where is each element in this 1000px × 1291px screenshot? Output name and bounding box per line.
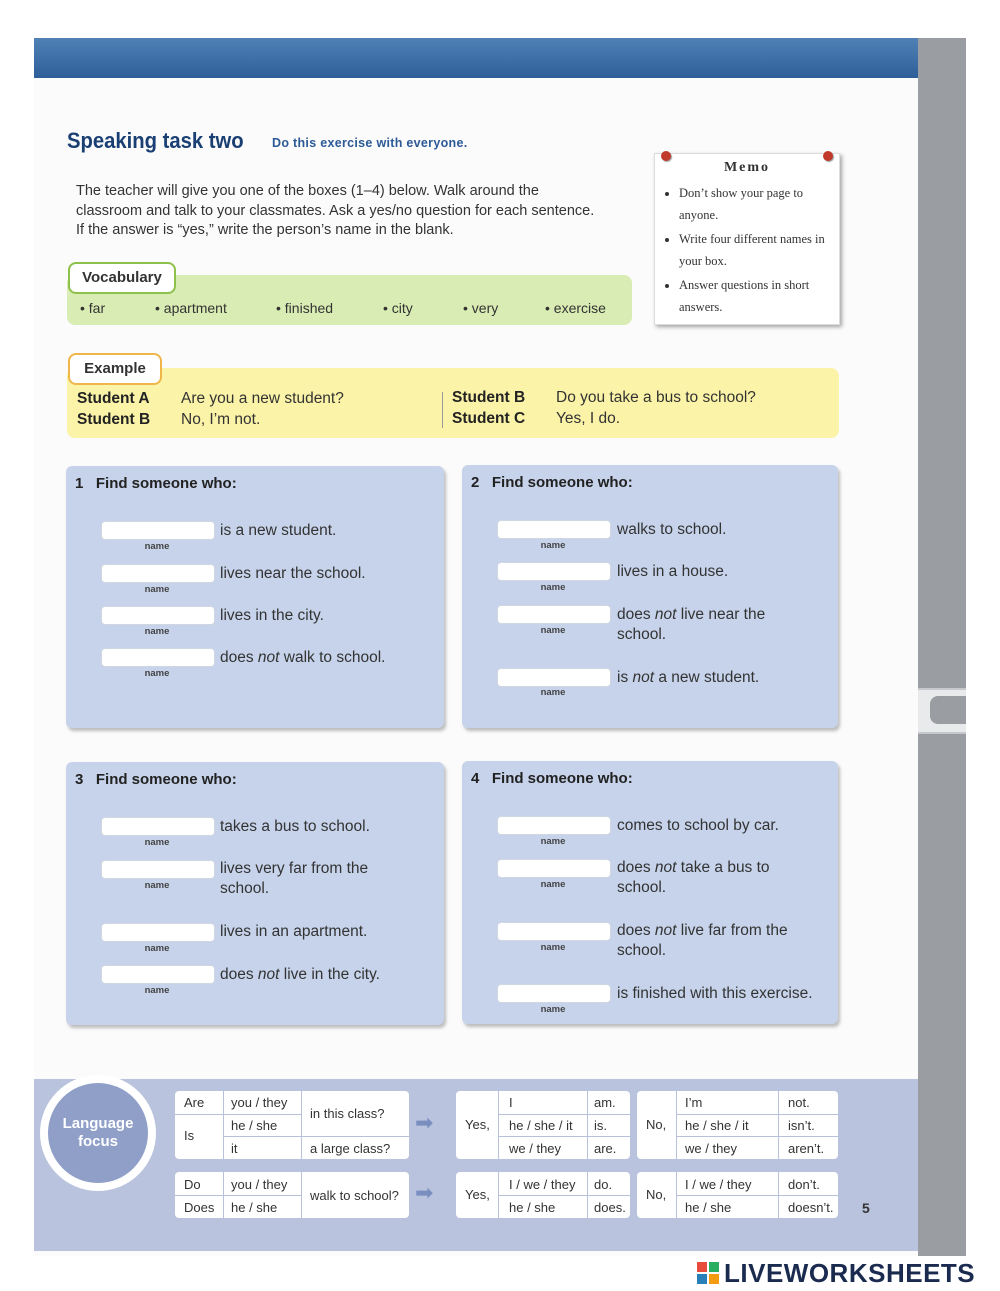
verb-cell: am.: [594, 1095, 616, 1110]
verb-cell: isn’t.: [788, 1118, 815, 1133]
liveworksheets-logo-icon: [697, 1262, 719, 1284]
find-item: does not live near the school.: [617, 606, 766, 643]
header-bar: [34, 38, 918, 78]
example-line: Yes, I do.: [556, 410, 621, 427]
subject-cell: he / she / it: [685, 1118, 749, 1133]
name-input[interactable]: [497, 816, 611, 835]
name-label: name: [144, 626, 170, 637]
verb-cell: Are: [184, 1095, 205, 1110]
find-item: lives in a house.: [617, 563, 729, 580]
name-input[interactable]: [101, 817, 215, 836]
vocab-word: • city: [383, 300, 413, 316]
answer-no-do: [637, 1172, 838, 1218]
lead-cell: No,: [646, 1117, 667, 1132]
name-label: name: [540, 1004, 566, 1015]
subject-cell: I: [509, 1095, 513, 1110]
name-label: name: [144, 880, 170, 891]
find-item: is finished with this exercise.: [617, 985, 813, 1002]
example-divider: [442, 392, 443, 428]
lead-cell: Yes,: [465, 1117, 490, 1132]
name-label: name: [144, 584, 170, 595]
page-title: Speaking task two: [67, 128, 244, 153]
page-subtitle: Do this exercise with everyone.: [272, 136, 468, 150]
name-input[interactable]: [497, 605, 611, 624]
rest-cell: in this class?: [310, 1106, 385, 1121]
subject-cell: I / we / they: [509, 1177, 576, 1192]
example-line: Are you a new student?: [181, 390, 344, 407]
name-label: name: [540, 687, 566, 698]
verb-cell: Do: [184, 1177, 201, 1192]
rest-cell: walk to school?: [310, 1188, 399, 1203]
subject-cell: you / they: [231, 1095, 288, 1110]
subject-cell: he / she: [685, 1200, 732, 1215]
example-speaker: Student B: [452, 389, 526, 406]
find-item: comes to school by car.: [617, 817, 779, 834]
name-input[interactable]: [101, 564, 215, 583]
subject-cell: I / we / they: [685, 1177, 752, 1192]
subject-cell: we / they: [685, 1141, 738, 1156]
find-item: does not live far from the school.: [617, 922, 788, 959]
memo-list: [663, 182, 839, 320]
memo-item: • Write four different names in your box.: [679, 228, 839, 272]
example-line: No, I’m not.: [181, 411, 261, 428]
name-label: name: [540, 582, 566, 593]
subject-cell: he / she / it: [509, 1118, 573, 1133]
verb-cell: Does: [184, 1200, 215, 1215]
vocabulary-label: Vocabulary: [68, 262, 176, 294]
vocab-word: • far: [80, 300, 106, 316]
example-speaker: Student C: [452, 410, 526, 427]
name-input[interactable]: [101, 860, 215, 879]
name-input[interactable]: [101, 521, 215, 540]
subject-cell: he / she: [509, 1200, 556, 1215]
verb-cell: aren’t.: [788, 1141, 825, 1156]
find-item: is a new student.: [220, 522, 337, 539]
language-focus-label: Language focus: [48, 1083, 148, 1183]
verb-cell: Is: [184, 1128, 195, 1143]
name-input[interactable]: [497, 668, 611, 687]
book-spine: [918, 38, 966, 1256]
subject-cell: we / they: [509, 1141, 562, 1156]
find-item: is not a new student.: [617, 669, 760, 686]
name-label: name: [144, 985, 170, 996]
find-item: lives very far from the school.: [220, 860, 369, 897]
lead-cell: No,: [646, 1187, 667, 1202]
example-speaker: Student B: [77, 411, 151, 428]
box-heading: 3 Find someone who:: [75, 771, 237, 788]
subject-cell: he / she: [231, 1118, 278, 1133]
verb-cell: do.: [594, 1177, 613, 1192]
answer-yes-be: [456, 1091, 630, 1159]
verb-cell: don’t.: [788, 1177, 820, 1192]
question-table-be: [175, 1091, 409, 1159]
name-label: name: [144, 541, 170, 552]
box-1: [66, 466, 444, 728]
name-label: name: [540, 836, 566, 847]
lead-cell: Yes,: [465, 1187, 490, 1202]
answer-no-be: [637, 1091, 838, 1159]
name-label: name: [144, 943, 170, 954]
verb-cell: doesn’t.: [788, 1200, 834, 1215]
memo-item: • Answer questions in short answers.: [679, 274, 839, 318]
memo-item: • Don’t show your page to anyone.: [679, 182, 839, 226]
find-item: lives in the city.: [220, 607, 324, 624]
box-heading: 4 Find someone who:: [471, 770, 633, 787]
vocab-word: • apartment: [155, 300, 227, 316]
verb-cell: is.: [594, 1118, 607, 1133]
rest-cell: a large class?: [310, 1141, 391, 1156]
name-input[interactable]: [497, 922, 611, 941]
box-heading: 2 Find someone who:: [471, 474, 633, 491]
memo-note: [654, 153, 840, 325]
example-label: Example: [68, 353, 162, 385]
name-input[interactable]: [497, 520, 611, 539]
instructions: The teacher will give you one of the boxes (1–4) below. Walk around the classroom and talk to your classmates. Ask a yes/no question for each sentence. If the answer is “yes,” write the person’s name in the blank.: [76, 183, 595, 238]
name-input[interactable]: [101, 606, 215, 625]
page-number: 5: [862, 1200, 870, 1216]
find-item: walks to school.: [617, 521, 727, 538]
vocab-word: • finished: [276, 300, 334, 316]
name-label: name: [144, 668, 170, 679]
verb-cell: does.: [594, 1200, 626, 1215]
name-input[interactable]: [101, 965, 215, 984]
brand-name: LIVEWORKSHEETS: [724, 1258, 976, 1288]
name-label: name: [540, 879, 566, 890]
arrow-right-icon: ➡: [415, 1180, 434, 1205]
name-label: name: [144, 837, 170, 848]
page-tab-notch: [930, 696, 966, 724]
vocab-word: • exercise: [545, 300, 606, 316]
find-item: takes a bus to school.: [220, 818, 370, 835]
box-heading: 1 Find someone who:: [75, 475, 237, 492]
subject-cell: I’m: [685, 1095, 703, 1110]
subject-cell: it: [231, 1141, 238, 1156]
verb-cell: are.: [594, 1141, 617, 1156]
name-input[interactable]: [101, 923, 215, 942]
name-input[interactable]: [497, 984, 611, 1003]
find-item: does not take a bus to school.: [617, 859, 770, 896]
name-input[interactable]: [497, 562, 611, 581]
verb-cell: not.: [788, 1095, 810, 1110]
subject-cell: he / she: [231, 1200, 278, 1215]
question-table-do: [175, 1172, 409, 1218]
name-label: name: [540, 942, 566, 953]
example-line: Do you take a bus to school?: [556, 389, 756, 406]
find-item: does not live in the city.: [220, 966, 380, 983]
find-item: lives near the school.: [220, 565, 366, 582]
memo-title: Memo: [723, 160, 771, 175]
subject-cell: you / they: [231, 1177, 288, 1192]
name-input[interactable]: [497, 859, 611, 878]
example-speaker: Student A: [77, 390, 150, 407]
answer-yes-do: [456, 1172, 630, 1218]
find-item: lives in an apartment.: [220, 923, 368, 940]
arrow-right-icon: ➡: [415, 1110, 434, 1135]
name-label: name: [540, 625, 566, 636]
vocab-word: • very: [463, 300, 499, 316]
name-input[interactable]: [101, 648, 215, 667]
name-label: name: [540, 540, 566, 551]
find-item: does not walk to school.: [220, 649, 386, 666]
